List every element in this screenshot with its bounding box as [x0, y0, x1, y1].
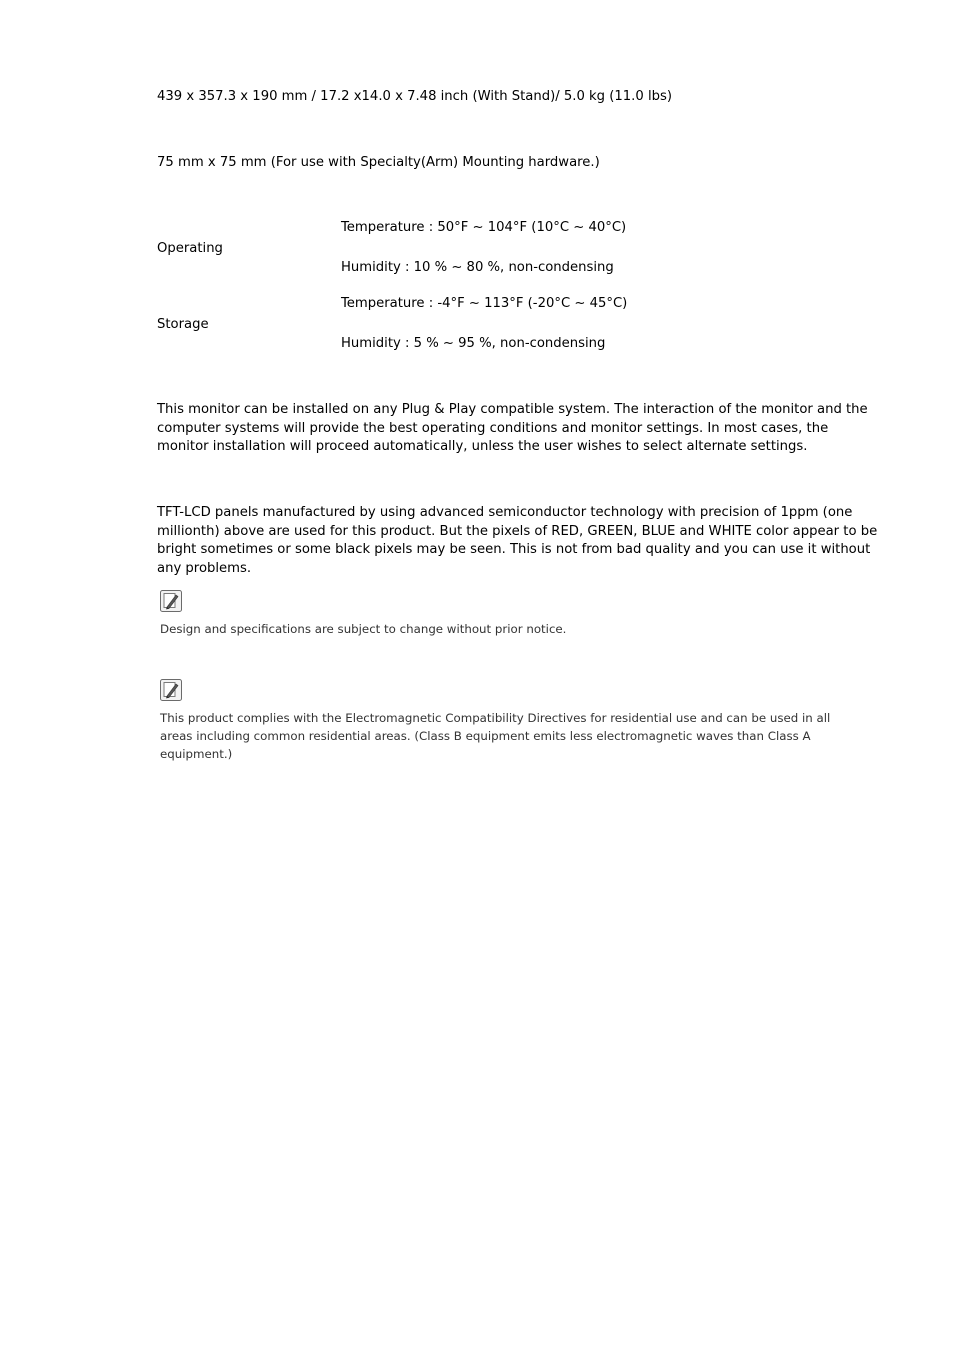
note-pencil-icon	[160, 679, 182, 701]
dot-acceptable-paragraph: TFT-LCD panels manufactured by using advanced semiconductor technology with precision of 1ppm (one millionth) above are used for this product. But the pixels of RED, GREEN, BLUE and WHITE color appear to be bright sometimes or some black pixels may be seen. This is not from bad quality and you can use it without any problems.	[157, 505, 878, 576]
dimensions-weight-text: 439 x 357.3 x 190 mm / 17.2 x14.0 x 7.48 inch (With Stand)/ 5.0 kg (11.0 lbs)	[157, 89, 672, 104]
storage-label: Storage	[157, 317, 209, 332]
storage-humidity: Humidity : 5 % ~ 95 %, non-condensing	[341, 336, 606, 351]
storage-temperature: Temperature : -4°F ~ 113°F (-20°C ~ 45°C)	[341, 296, 628, 311]
plug-and-play-paragraph: This monitor can be installed on any Plug & Play compatible system. The interaction of the monitor and the computer systems will provide the best operating conditions and monitor settings. In most cases, the monitor installation will proceed automatically, unless the user wishes to select alternate settings.	[157, 402, 868, 454]
operating-temperature: Temperature : 50°F ~ 104°F (10°C ~ 40°C)	[341, 220, 627, 235]
vesa-mount-text: 75 mm x 75 mm (For use with Specialty(Arm) Mounting hardware.)	[157, 155, 600, 170]
note-text: This product complies with the Electromagnetic Compatibility Directives for residential use and can be used in all areas including common residential areas. (Class B equipment emits less electromagnetic waves than Class A equipment.)	[160, 711, 831, 761]
operating-humidity: Humidity : 10 % ~ 80 %, non-condensing	[341, 260, 614, 275]
note-text: Design and specifications are subject to change without prior notice.	[160, 622, 567, 636]
note-pencil-icon	[160, 590, 182, 612]
operating-label: Operating	[157, 241, 223, 256]
